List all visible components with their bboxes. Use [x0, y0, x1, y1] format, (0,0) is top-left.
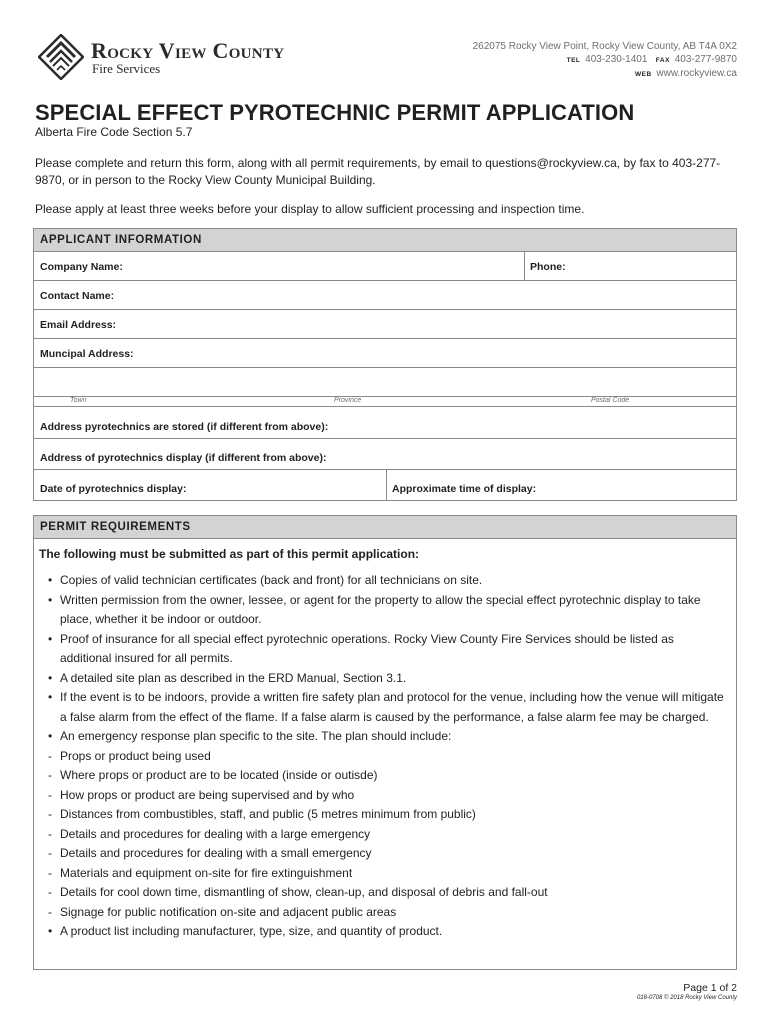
list-item: • A detailed site plan as described in the ERD Manual, Section 3.1.: [48, 669, 726, 689]
brand-name: Rocky View County: [91, 38, 285, 63]
sub-list-item: - Distances from combustibles, staff, and public (5 metres minimum from public): [48, 805, 726, 825]
display-date-field[interactable]: Date of pyrotechnics display:: [40, 483, 187, 495]
list-item: • A product list including manufacturer, type, size, and quantity of product.: [48, 922, 726, 942]
sub-list-item: - Details and procedures for dealing with a large emergency: [48, 825, 726, 845]
fax-label: FAX: [655, 57, 670, 64]
tel-label: TEL: [566, 57, 581, 64]
stored-address-row: [34, 407, 736, 439]
company-phone-row: [34, 252, 736, 281]
list-item: • Copies of valid technician certificates (back and front) for all technicians on site.: [48, 571, 726, 591]
phone-field[interactable]: Phone:: [530, 261, 566, 273]
intro-paragraph: Please complete and return this form, along with all permit requirements, by email to questions@rockyview.ca, by fax to 403-277-9870, or in person to the Rocky View County Municipal Building.: [35, 156, 721, 187]
sub-list-item: - Details for cool down time, dismantling of show, clean-up, and disposal of debris and fall-out: [48, 883, 726, 903]
sub-list-item: - Where props or product are to be located (inside or outisde): [48, 766, 726, 786]
permit-requirements-heading: PERMIT REQUIREMENTS: [34, 516, 736, 539]
municipal-address-row: [34, 339, 736, 368]
fax-number: 403-277-9870: [674, 54, 737, 65]
tel-number: 403-230-1401: [585, 54, 648, 65]
requirements-intro: The following must be submitted as part of this permit application:: [39, 547, 420, 561]
municipal-address-field[interactable]: Muncipal Address:: [40, 348, 134, 360]
date-time-row: [34, 470, 736, 500]
sub-list-item: - Signage for public notification on-site and adjacent public areas: [48, 903, 726, 923]
display-address-row: [34, 439, 736, 470]
form-code: 018-0708 © 2018 Rocky View County: [636, 995, 737, 1001]
sub-list-item: - Props or product being used: [48, 747, 726, 767]
field-divider: [524, 252, 525, 280]
field-divider: [386, 470, 387, 500]
contact-block: [473, 40, 737, 81]
address-entry-row[interactable]: [34, 368, 736, 397]
sub-list-item: - Details and procedures for dealing with a small emergency: [48, 844, 726, 864]
web-label: WEB: [634, 71, 652, 78]
contact-web-line: [473, 67, 737, 81]
address-caption-row: [34, 397, 736, 407]
list-item: • Proof of insurance for all special effect pyrotechnic operations. Rocky View County Fire Services should be listed as additional insured for all permits.: [48, 630, 726, 669]
province-caption: Province: [334, 397, 362, 404]
page-subtitle: Alberta Fire Code Section 5.7: [35, 125, 193, 139]
brand-subtitle: Fire Services: [92, 61, 161, 76]
applicant-information-heading: APPLICANT INFORMATION: [34, 229, 736, 252]
list-item: • Written permission from the owner, lessee, or agent for the property to allow the special effect pyrotechnic display to take place, whether it be indoor or outdoor.: [48, 591, 726, 630]
postal-code-caption: Postal Code: [591, 397, 630, 404]
contact-name-field[interactable]: Contact Name:: [40, 290, 115, 302]
company-name-field[interactable]: Company Name:: [40, 261, 123, 273]
stored-address-field[interactable]: Address pyrotechnics are stored (if different from above):: [40, 421, 329, 433]
list-item: • An emergency response plan specific to the site. The plan should include:: [48, 727, 726, 747]
county-logo-icon: [38, 34, 84, 80]
page-number: Page 1 of 2: [683, 982, 737, 994]
email-field[interactable]: Email Address:: [40, 319, 117, 331]
requirements-list: [34, 565, 736, 942]
email-row: [34, 310, 736, 339]
contact-phone-line: [473, 53, 737, 67]
web-link[interactable]: www.rockyview.ca: [656, 68, 737, 79]
sub-list-item: - Materials and equipment on-site for fire extinguishment: [48, 864, 726, 884]
contact-name-row: [34, 281, 736, 310]
contact-address: 262075 Rocky View Point, Rocky View County, AB T4A 0X2: [472, 41, 737, 52]
intro-note: Please apply at least three weeks before your display to allow sufficient processing and inspection time.: [35, 202, 585, 216]
list-item: • If the event is to be indoors, provide a written fire safety plan and protocol for the venue, including how the venue will mitigate a false alarm from the effect of the flame. If a false alarm is caused by the performance, a false alarm fee may be charged.: [48, 688, 726, 727]
sub-list-item: - How props or product are being supervised and by who: [48, 786, 726, 806]
applicant-information-section: [33, 228, 737, 501]
display-address-field[interactable]: Address of pyrotechnics display (if different from above):: [40, 452, 327, 464]
display-time-field[interactable]: Approximate time of display:: [392, 483, 537, 495]
permit-requirements-section: [33, 515, 737, 970]
page-title: SPECIAL EFFECT PYROTECHNIC PERMIT APPLICATION: [35, 100, 635, 125]
town-caption: Town: [70, 397, 87, 404]
